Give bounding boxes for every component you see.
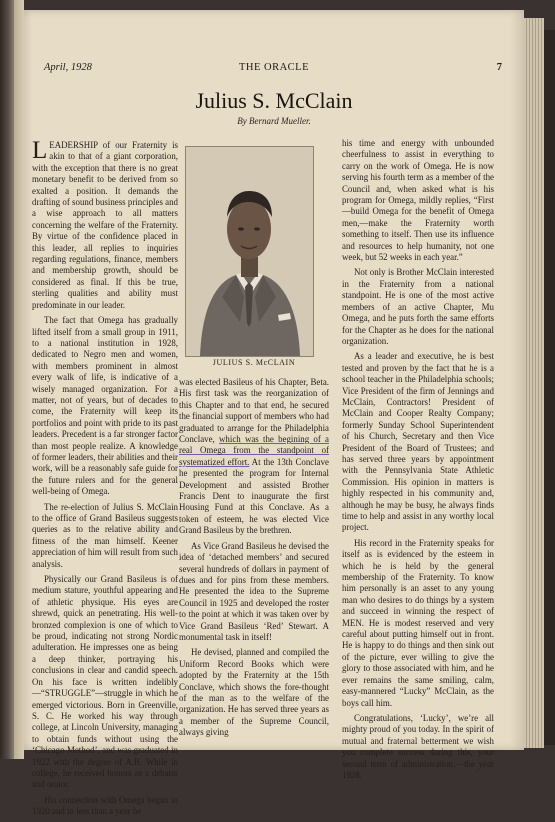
paragraph: As Vice Grand Basileus he devised the idea of ‘detached members’ and secured several hundreds of dollars in payment of dues and for pins from these members. He presented the idea to the Supreme Council in 1925 and developed the roster to the point at which it was taken over by Vice Grand Basileus ‘Red’ Stewart. A monumental task in itself! — [179, 540, 329, 642]
paragraph: His connection with Omega began in 1920 and in less than a year he — [32, 794, 178, 817]
portrait-image — [186, 147, 313, 356]
article-title: Julius S. McClain — [195, 88, 353, 113]
paragraph: His record in the Fraternity speaks for itself as is evidenced by the esteem in which he is held by the general membership of the Fraternity. To know him personally is an asset to any young man who desires to do things by a system and succeed in winning the respect of MEN. He is modest reserved and very careful about putting himself out in front. He is happy to do things and then sink out of the picture, ever willing to give the glory to those associated with him, and he ever remains the same smiling, calm, easy-mannered “Lucky” McClain, as the boys call him. — [342, 537, 494, 708]
magazine-name: THE ORACLE — [238, 62, 310, 73]
previous-page-edge — [14, 0, 24, 759]
article-byline: By Bernard Mueller. — [237, 116, 311, 126]
column-1 — [32, 137, 178, 822]
column-2 — [179, 377, 329, 743]
paragraph: Physically our Grand Basileus is of medium stature, youthful appearing and of athletic physique. His eyes are shrewd, quick an penetrating. His well-bronzed complexion is one of which to be proud, indicating not strong Nordic adulteration. He impresses one as being a deep thinker, portraying his conclusions in clear and candid speech. On his face is written indelibly—“STRUGGLE”—struggle in which he emerged victorious. Born in Greenville, S. C. He worked his way through college, at Lincoln University, managing to obtain funds without using the ‘Chicago Method’, and was graduated in 1922 with the degree of A.B. While in college, he received honors as a debater and orator. — [32, 574, 178, 790]
column-3 — [342, 138, 494, 785]
paragraph: LEADERSHIP of our Fraternity is akin to that of a giant corporation, with the exception that there is no great monetary benefit to be derived from so exalted a position. It demands the drafting of sound business principles and a wise approach to all matters concerning the welfare of the Fraternity. By virtue of the confidence placed in this leader, all replies to inquiries regarding regulations, finance, members and membership growth, should be considered as final. If this be true, sterling qualities and ability must predominate in our leader. — [32, 137, 178, 310]
paragraph: As a leader and executive, he is best tested and proven by the fact that he is a school teacher in the Philadelphia schools; Vice President of the firm of Jennings and McClain, Contractors! President of McClain and Cooper Realty Company; formerly Sunday School Superintendent of his Church, Secretary and then Vice President of the Board of Trustees; and has served three years by appointment with the Pennsylvania State Athletic Commission. His opinion in matters is highly respected in his community and, although he may be busy, he always finds time to help and assist in any worthy local project. — [342, 351, 494, 533]
paragraph: was elected Basileus of his Chapter, Beta. His first task was the reorganization of this Chapter and to that end, he secured the financial support of members who had graduated to arrange for the Philadelphia Conclave, which was the begining of a real Omega from the standpoint of systematized effort. At the 13th Conclave he presented the program for Internal Development and assisted Brother Francis Dent to inaugurate the first Housing Fund at this Conclave. As a token of esteem, he was elected Vice Grand Basileus by the brethren. — [179, 377, 330, 536]
paragraph: The re-election of Julius S. McClain to the office of Grand Basileus suggests queries as to the relative ability and fitness of the man himself. Keener appreciation of him will result from such analysis. — [32, 501, 178, 569]
underlined-phrase: which was the begining of a real Omega from the standpoint of systematized effort. — [179, 434, 330, 467]
paragraph: The fact that Omega has gradually lifted itself from a small group in 1911, to a national institution in 1928, dedicated to Negro men and women, with members prominent in almost every walk of life, is indicative of a wisely managed organization. For a matter, not of years, but of decades to come, the Fraternity will keep its portfolios and point with pride to its past leaders. Precedent is a far stronger factor than most people realize. A knowledge of former leaders, their abilities and their work, will be a reasonably safe guide for the future rulers and for the general well-being of Omega. — [32, 315, 178, 497]
paragraph: Not only is Brother McClain interested in the Fraternity from a national standpoint. He is one of the most active members of an active Chapter, Mu Omega, and he puts forth the same efforts for the Chapter as he does for the national organization. — [342, 267, 494, 346]
issue-date: April, 1928 — [44, 62, 92, 73]
paragraph: his time and energy with unbounded cheerfulness to assist in everything to carry on the work of Omega. He is now serving his fourth term as a member of the Council and, when asked what is his program for Omega, mildly replies, “First—build Omega for the benefit of Omega men,—make the Fraternity worth something to itself. Then use its influence and resources to help humanity, not one week, but 52 weeks in each year.” — [342, 138, 494, 263]
page-number: 7 — [496, 62, 502, 73]
book-spine — [0, 0, 14, 759]
book-cover-edge — [544, 30, 555, 745]
paragraph: Congratulations, ‘Lucky’, we’re all mighty proud of you today. In the spirit of mutual and fraternal betterment we wish you complete success during this, your second term of administration,—the year 1928. — [342, 712, 494, 780]
magazine-page — [24, 10, 524, 817]
page-stack-edge — [524, 18, 544, 748]
paragraph: He devised, planned and compiled the Uniform Record Books which were adopted by the Fraternity at the 15th Conclave, which shows the fore-thought of the man as to the welfare of the organization. He has served three years as a member of the Supreme Council, always giving — [179, 647, 329, 738]
photo-caption: JULIUS S. McCLAIN — [212, 358, 296, 367]
portrait-photo — [185, 146, 314, 357]
drop-cap: L — [32, 137, 48, 164]
